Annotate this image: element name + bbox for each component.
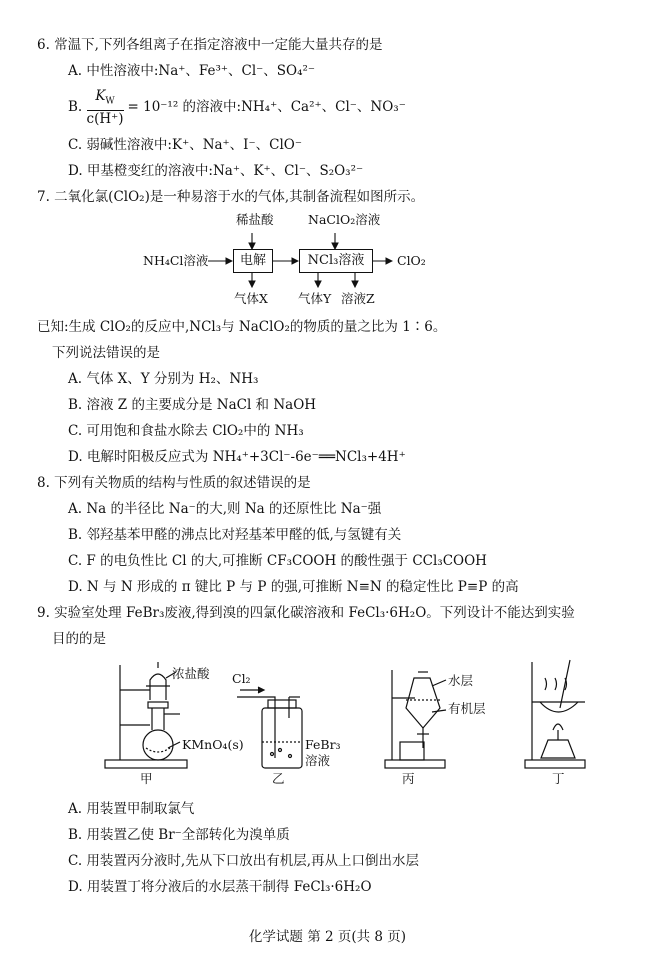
q7-option-a: A. 气体 X、Y 分别为 H₂、NH₃	[68, 371, 259, 387]
apparatus-yi-caption: 乙	[272, 771, 285, 786]
q9-apparatus-drawings	[0, 650, 655, 790]
apparatus-yi-label-febr3: FeBr₃	[305, 737, 341, 752]
apparatus-bing-label-water: 水层	[448, 673, 474, 688]
q7-ask: 下列说法错误的是	[52, 345, 160, 361]
q9-stem-line1: 9. 实验室处理 FeBr₃废液,得到溴的四氯化碳溶液和 FeCl₃·6H₂O。下列设计不能达到实验	[37, 605, 575, 621]
flow-out-gas-y: 气体Y	[298, 291, 332, 306]
flow-box-ncl3: NCl₃溶液	[299, 249, 373, 273]
q6-option-b	[68, 88, 406, 127]
q6-option-d: D. 甲基橙变红的溶液中:Na⁺、K⁺、Cl⁻、S₂O₃²⁻	[68, 163, 364, 179]
flow-input-hcl: 稀盐酸	[236, 212, 274, 227]
q7-option-b: B. 溶液 Z 的主要成分是 NaCl 和 NaOH	[68, 397, 317, 413]
q9-option-a: A. 用装置甲制取氯气	[68, 801, 195, 817]
q9-option-d: D. 用装置丁将分液后的水层蒸干制得 FeCl₃·6H₂O	[68, 879, 372, 895]
flow-product-clo2: ClO₂	[397, 253, 426, 268]
q6-option-b-prefix: B.	[68, 98, 83, 115]
apparatus-bing-caption: 丙	[402, 771, 415, 786]
flow-input-naclo2: NaClO₂溶液	[308, 212, 381, 227]
page-footer: 化学试题 第 2 页(共 8 页)	[248, 929, 407, 945]
apparatus-ding-caption: 丁	[552, 771, 565, 786]
q9-stem-line2: 目的的是	[52, 631, 106, 647]
q6-option-c: C. 弱碱性溶液中:K⁺、Na⁺、I⁻、ClO⁻	[68, 137, 302, 153]
q9-option-c: C. 用装置丙分液时,先从下口放出有机层,再从上口倒出水层	[68, 853, 420, 869]
apparatus-bing-drawing	[385, 670, 446, 768]
q6-frac-num: K	[95, 88, 106, 104]
q8-stem: 8. 下列有关物质的结构与性质的叙述错误的是	[37, 475, 311, 491]
q6-option-b-fraction	[87, 88, 124, 127]
apparatus-yi-gas-label: Cl₂	[232, 671, 251, 686]
q7-option-d: D. 电解时阳极反应式为 NH₄⁺+3Cl⁻-6e⁻══NCl₃+4H⁺	[68, 449, 406, 465]
apparatus-jia-caption: 甲	[140, 771, 153, 786]
apparatus-jia-label-kmno4: KMnO₄(s)	[182, 737, 244, 752]
q7-option-c: C. 可用饱和食盐水除去 ClO₂中的 NH₃	[68, 423, 304, 439]
q9-option-b: B. 用装置乙使 Br⁻全部转化为溴单质	[68, 827, 290, 843]
q6-option-a: A. 中性溶液中:Na⁺、Fe³⁺、Cl⁻、SO₄²⁻	[68, 63, 316, 79]
apparatus-ding-drawing	[525, 660, 585, 768]
q6-frac-den: c(H⁺)	[86, 110, 124, 127]
q9-apparatus-figures	[0, 650, 655, 790]
q7-known: 已知:生成 ClO₂的反应中,NCl₃与 NaClO₂的物质的量之比为 1∶6。	[37, 319, 447, 335]
q8-option-d: D. N 与 N 形成的 π 键比 P 与 P 的强,可推断 N≡N 的稳定性比 P≡P 的高	[68, 579, 519, 595]
q6-stem: 6. 常温下,下列各组离子在指定溶液中一定能大量共存的是	[37, 37, 383, 53]
apparatus-jia-label-hcl: 浓盐酸	[172, 666, 210, 681]
q7-flow-diagram	[0, 205, 655, 310]
flow-box-electrolysis: 电解	[233, 249, 273, 273]
q8-option-c: C. F 的电负性比 Cl 的大,可推断 CF₃COOH 的酸性强于 CCl₃COOH	[68, 553, 487, 569]
q8-option-b: B. 邻羟基苯甲醛的沸点比对羟基苯甲醛的低,与氢键有关	[68, 527, 402, 543]
apparatus-yi-drawing	[237, 687, 302, 768]
q7-stem: 7. 二氧化氯(ClO₂)是一种易溶于水的气体,其制备流程如图所示。	[37, 189, 425, 205]
apparatus-yi-label-solution: 溶液	[305, 753, 331, 768]
apparatus-bing-label-organic: 有机层	[448, 701, 486, 716]
flow-out-solution-z: 溶液Z	[341, 291, 375, 306]
flow-out-gas-x: 气体X	[234, 291, 268, 306]
q6-option-b-rest: = 10⁻¹² 的溶液中:NH₄⁺、Ca²⁺、Cl⁻、NO₃⁻	[127, 98, 406, 115]
flow-start-nh4cl: NH₄Cl溶液	[143, 253, 209, 268]
q6-frac-num-sub: W	[105, 96, 115, 107]
q8-option-a: A. Na 的半径比 Na⁻的大,则 Na 的还原性比 Na⁻强	[68, 501, 382, 517]
